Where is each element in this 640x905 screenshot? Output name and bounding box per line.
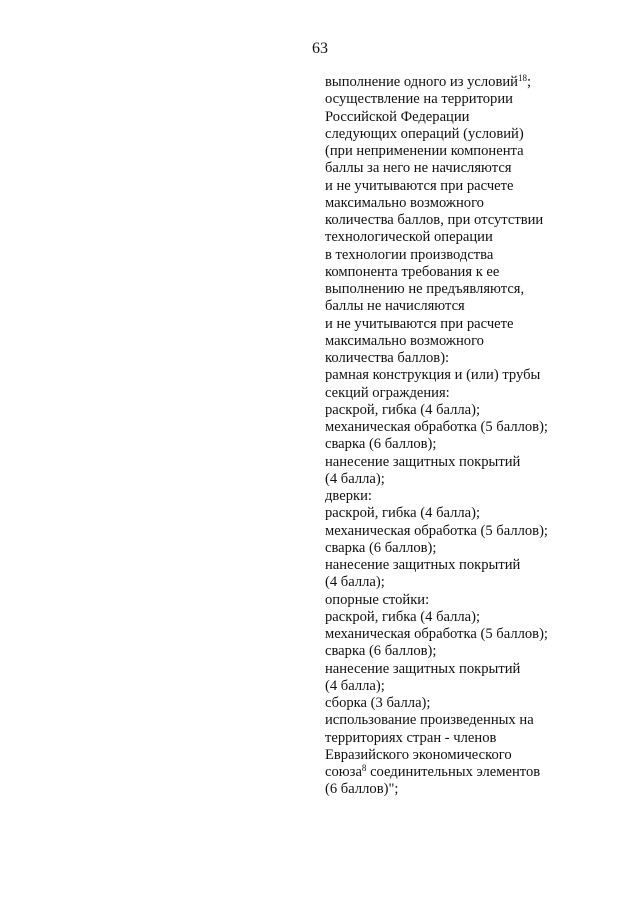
text-line-continuation: ;: [527, 74, 532, 90]
text-line-content: следующих операций (условий): [325, 125, 524, 142]
text-line: [325, 178, 625, 195]
text-line: [325, 712, 625, 729]
text-line: [325, 126, 625, 143]
text-line-content: компонента требования к ее: [325, 263, 500, 280]
text-line: [325, 385, 625, 402]
text-line: [325, 281, 625, 298]
text-line-content: (4 балла);: [325, 574, 385, 591]
page-number: 63: [312, 40, 328, 57]
text-line: [325, 747, 625, 764]
text-line-content: в технологии производства: [325, 246, 494, 263]
text-line-content: секций ограждения:: [325, 384, 450, 401]
text-line-content: раскрой, гибка (4 балла);: [325, 505, 481, 522]
text-line: [325, 109, 625, 126]
text-line-content: нанесение защитных покрытий: [325, 453, 521, 470]
text-line: [325, 781, 625, 798]
text-line-content: технологической операции: [325, 229, 493, 246]
text-line-content: сварка (6 баллов);: [325, 436, 437, 453]
text-line: [325, 454, 625, 471]
text-line: [325, 523, 625, 540]
text-line-content: механическая обработка (5 баллов);: [325, 626, 548, 642]
text-line: [325, 419, 625, 436]
text-line-content: количества баллов):: [325, 350, 450, 366]
text-line: [325, 695, 625, 712]
text-line-content: Евразийского экономического: [325, 746, 512, 763]
text-line: [325, 195, 625, 212]
text-line-content: (при неприменении компонента: [325, 143, 524, 159]
text-line: [325, 402, 625, 419]
text-line: [325, 264, 625, 281]
text-line-content: нанесение защитных покрытий: [325, 660, 521, 677]
text-line-content: сварка (6 баллов);: [325, 643, 437, 660]
text-line: [325, 626, 625, 643]
text-line: [325, 212, 625, 229]
text-line: [325, 505, 625, 522]
text-line-content: баллы за него не начисляются: [325, 160, 512, 177]
text-line: [325, 678, 625, 695]
text-line: [325, 609, 625, 626]
text-line: [325, 730, 625, 747]
text-line-content: (4 балла);: [325, 470, 385, 487]
text-line-content: использование произведенных на: [325, 712, 534, 729]
text-line-content: (4 балла);: [325, 677, 385, 694]
text-line-content: механическая обработка (5 баллов);: [325, 522, 548, 539]
text-line: [325, 74, 625, 91]
text-line-content: максимально возможного: [325, 332, 484, 349]
text-line-content: количества баллов, при отсутствии: [325, 212, 544, 228]
text-line: [325, 350, 625, 367]
text-line-content: и не учитываются при расчете: [325, 315, 514, 332]
text-line: [325, 592, 625, 609]
text-line-content: союза: [325, 764, 362, 780]
text-line-content: и не учитываются при расчете: [325, 177, 514, 194]
text-line-content: сборка (3 балла);: [325, 695, 431, 711]
text-line-continuation: соединительных элементов: [366, 764, 541, 780]
text-line: [325, 91, 625, 108]
footnote-marker: 18: [518, 73, 527, 83]
text-line-content: территориях стран - членов: [325, 729, 497, 746]
text-line-content: раскрой, гибка (4 балла);: [325, 401, 481, 418]
text-line: [325, 229, 625, 246]
text-line-content: нанесение защитных покрытий: [325, 557, 521, 573]
footnote-marker: 8: [361, 763, 367, 773]
text-line: [325, 333, 625, 350]
text-line-content: механическая обработка (5 баллов);: [325, 419, 548, 435]
text-line: [325, 488, 625, 505]
body-text: [325, 74, 625, 799]
text-line: [325, 436, 625, 453]
text-line-content: баллы не начисляются: [325, 298, 465, 315]
text-line: [325, 764, 625, 781]
text-line: [325, 143, 625, 160]
text-line: [325, 661, 625, 678]
text-line: [325, 298, 625, 315]
text-line: [325, 316, 625, 333]
text-line: [325, 367, 625, 384]
text-line-content: рамная конструкция и (или) трубы: [325, 367, 541, 384]
text-line-content: раскрой, гибка (4 балла);: [325, 608, 481, 625]
text-line: [325, 160, 625, 177]
text-line-content: осуществление на территории: [325, 91, 513, 108]
text-line: [325, 557, 625, 574]
text-line: [325, 540, 625, 557]
text-line-content: выполнение одного из условий: [325, 74, 518, 90]
text-line: [325, 643, 625, 660]
text-line: [325, 471, 625, 488]
text-line-content: Российской Федерации: [325, 108, 470, 125]
text-line-content: максимально возможного: [325, 194, 484, 211]
text-line-content: (6 баллов)";: [325, 781, 399, 798]
text-line-content: дверки:: [325, 488, 372, 504]
text-line: [325, 247, 625, 264]
text-line-content: выполнению не предъявляются,: [325, 281, 525, 297]
text-line-content: опорные стойки:: [325, 591, 430, 608]
text-line: [325, 574, 625, 591]
text-line-content: сварка (6 баллов);: [325, 539, 437, 556]
